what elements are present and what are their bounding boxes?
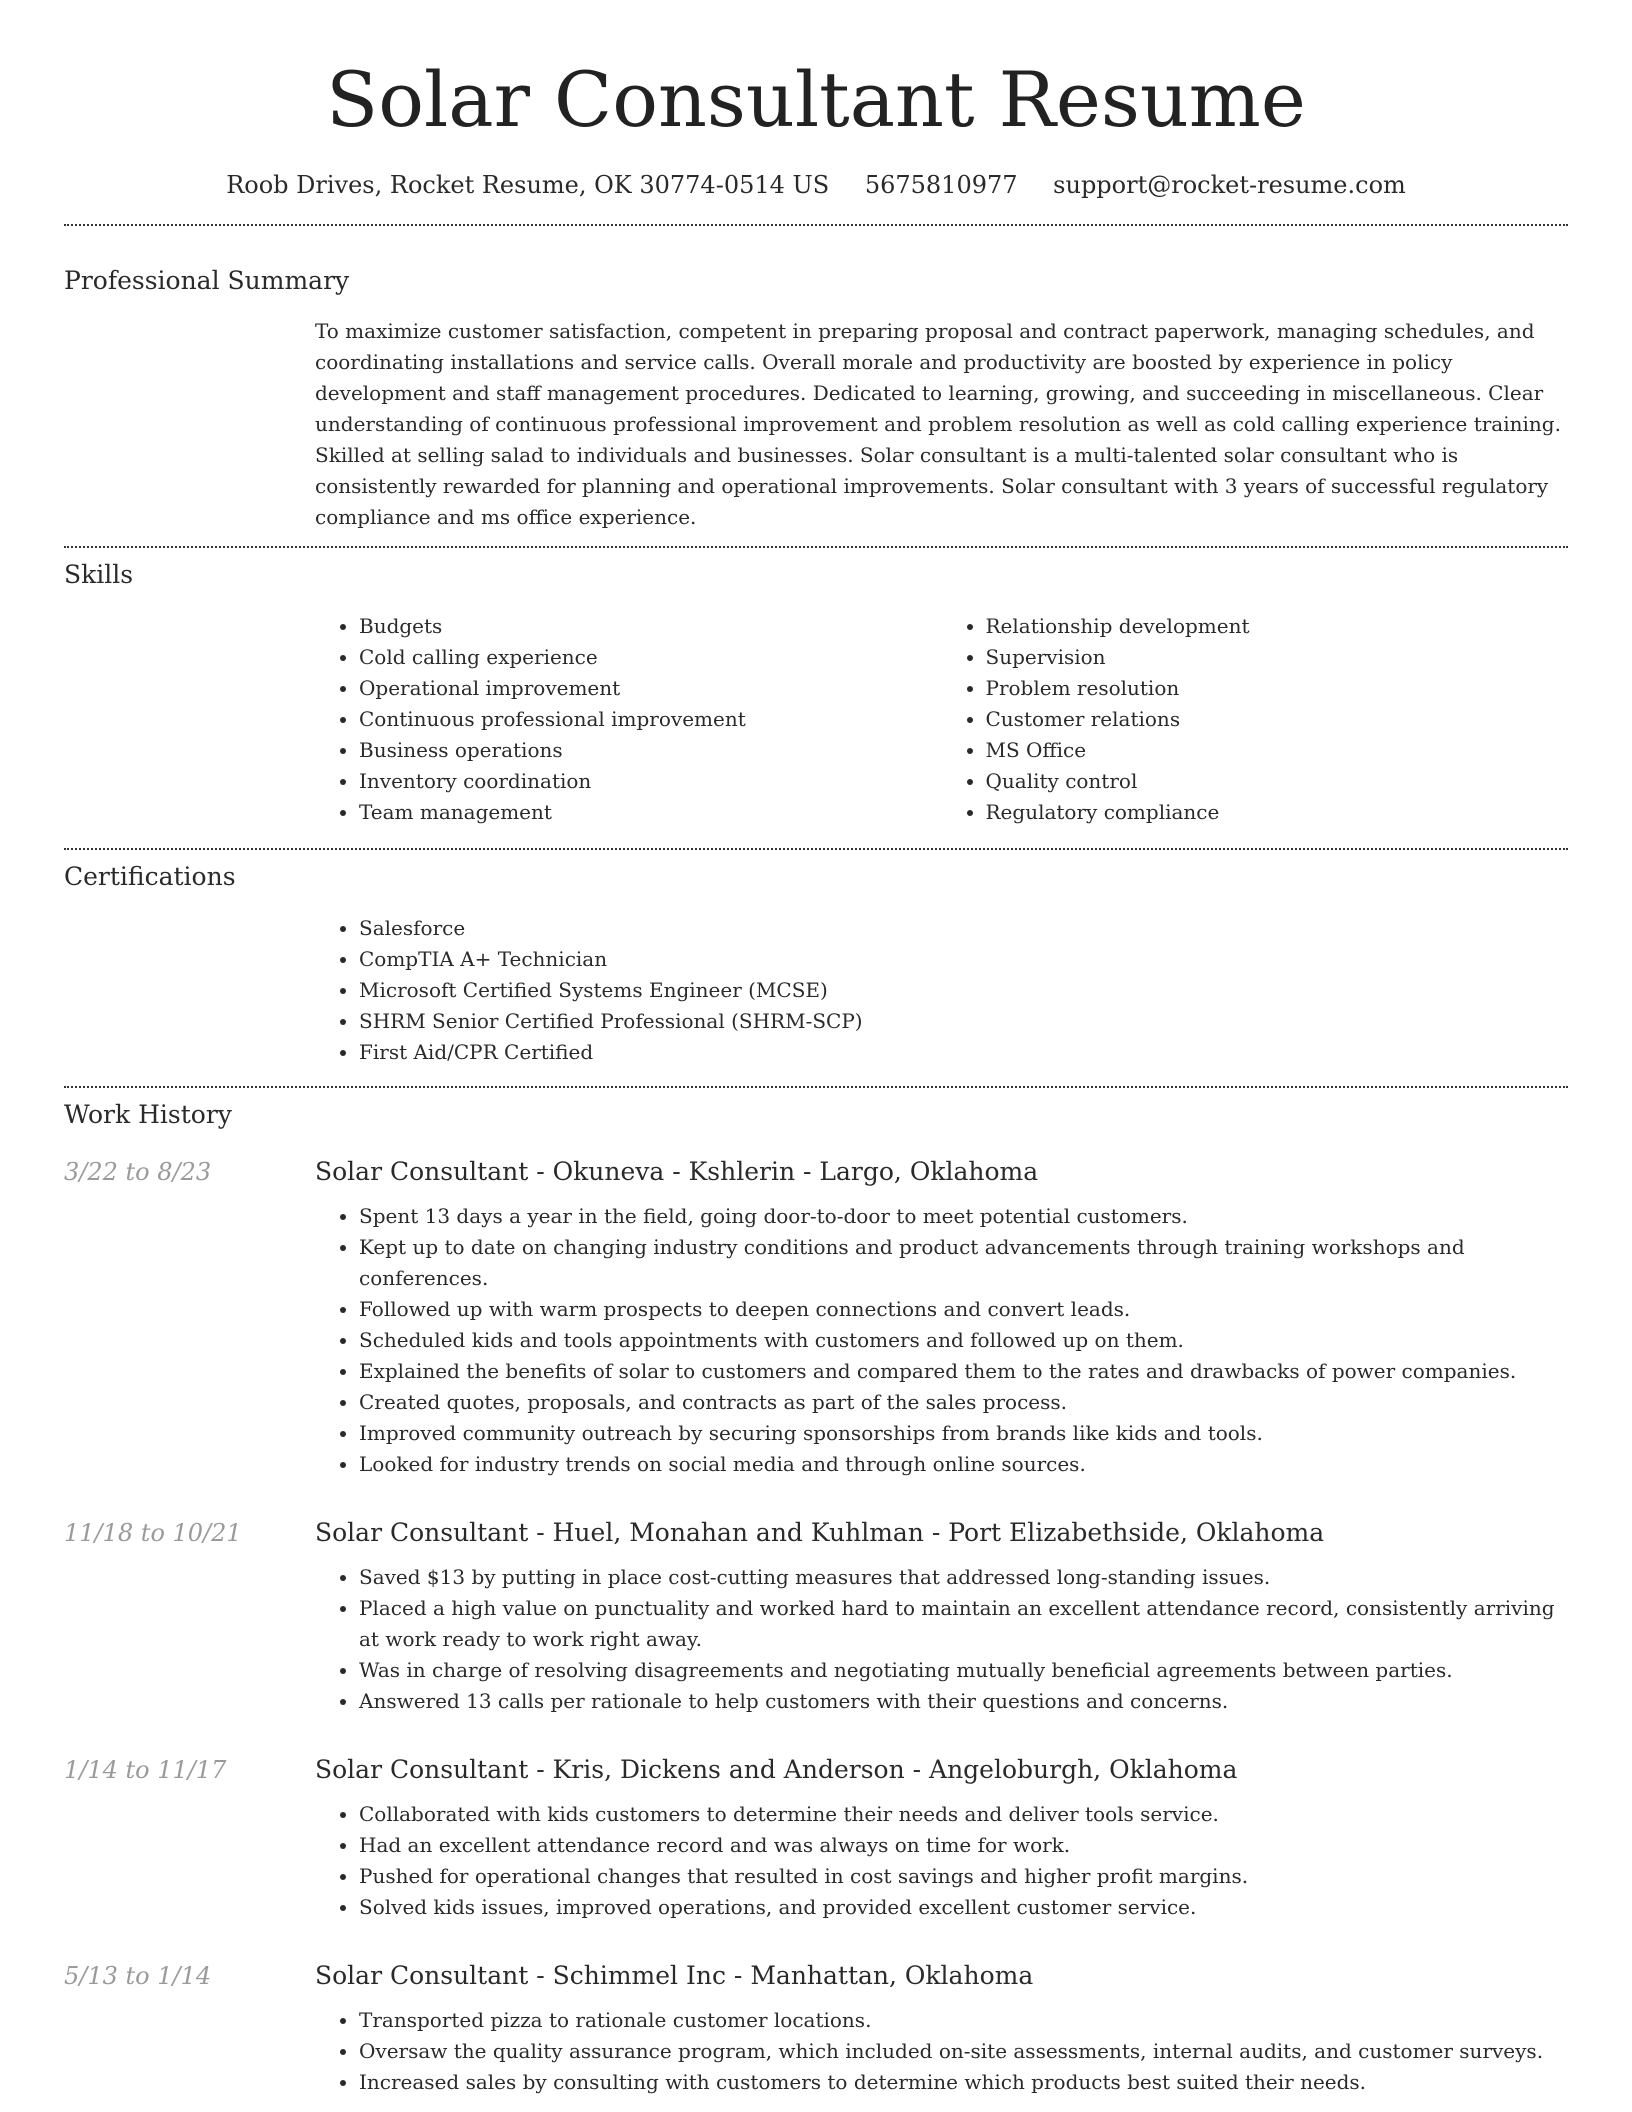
job-bullet: • Created quotes, proposals, and contracts as part of the sales process. — [359, 1387, 1568, 1418]
skill-item: • Business operations — [359, 735, 942, 766]
skill-item: • Continuous professional improvement — [359, 704, 942, 735]
job-bullet: • Solved kids issues, improved operations, and provided excellent customer service. — [359, 1892, 1568, 1923]
work-section — [64, 1098, 1568, 2098]
skill-item: • Budgets — [359, 611, 942, 642]
job-bullet: • Explained the benefits of solar to customers and compared them to the rates and drawbacks of power companies. — [359, 1356, 1568, 1387]
skills-list-right — [942, 611, 1569, 828]
job-bullet: • Had an excellent attendance record and was always on time for work. — [359, 1830, 1568, 1861]
job-title: Solar Consultant - Schimmel Inc - Manhattan, Oklahoma — [315, 1961, 1034, 1990]
certification-item: • First Aid/CPR Certified — [359, 1037, 1568, 1068]
job-entry — [64, 1155, 1568, 1480]
job-bullet: • Transported pizza to rationale customer locations. — [359, 2005, 1568, 2036]
job-bullet: • Was in charge of resolving disagreements and negotiating mutually beneficial agreements between parties. — [359, 1655, 1568, 1686]
skill-item: • Regulatory compliance — [986, 797, 1569, 828]
job-dates: 1/14 to 11/17 — [64, 1756, 227, 1784]
certification-item: • SHRM Senior Certified Professional (SHRM-SCP) — [359, 1006, 1568, 1037]
summary-content — [315, 316, 1568, 533]
job-bullet: • Spent 13 days a year in the field, going door-to-door to meet potential customers. — [359, 1201, 1568, 1232]
summary-text: To maximize customer satisfaction, competent in preparing proposal and contract paperwork, managing schedules, and coordinating installations and service calls. Overall morale and productivity are boosted by experience in policy development and staff management procedures. Dedicated to learning, growing, and succeeding in miscellaneous. Clear understanding of continuous professional improvement and problem resolution as well as cold calling experience training. Skilled at selling salad to individuals and businesses. Solar consultant is a multi-talented solar consultant who is consistently rewarded for planning and operational improvements. Solar consultant with 3 years of successful regulatory compliance and ms office experience. — [315, 319, 1561, 529]
skill-item: • Supervision — [986, 642, 1569, 673]
job-title: Solar Consultant - Huel, Monahan and Kuhlman - Port Elizabethside, Oklahoma — [315, 1518, 1325, 1547]
job-bullet: • Saved $13 by putting in place cost-cutting measures that addressed long-standing issues. — [359, 1562, 1568, 1593]
skills-grid — [315, 611, 1568, 828]
work-heading: Work History — [64, 1100, 232, 1129]
certification-item: • CompTIA A+ Technician — [359, 944, 1568, 975]
job-bullet: • Answered 13 calls per rationale to help customers with their questions and concerns. — [359, 1686, 1568, 1717]
job-bullets — [315, 2005, 1568, 2098]
certifications-heading: Certifications — [64, 862, 236, 891]
job-entry — [64, 1753, 1568, 1923]
resume-title: Solar Consultant Resume — [326, 55, 1306, 144]
skill-item: • MS Office — [986, 735, 1569, 766]
job-bullet: • Kept up to date on changing industry conditions and product advancements through training workshops and conferences. — [359, 1232, 1568, 1294]
certification-item: • Microsoft Certified Systems Engineer (MCSE) — [359, 975, 1568, 1006]
skills-section — [64, 558, 1568, 828]
job-bullets — [315, 1562, 1568, 1717]
skill-item: • Operational improvement — [359, 673, 942, 704]
job-bullet: • Followed up with warm prospects to deepen connections and convert leads. — [359, 1294, 1568, 1325]
certification-item: • Salesforce — [359, 913, 1568, 944]
skill-item: • Cold calling experience — [359, 642, 942, 673]
job-entry — [64, 1516, 1568, 1717]
skill-item: • Customer relations — [986, 704, 1569, 735]
job-dates: 5/13 to 1/14 — [64, 1962, 212, 1990]
header-divider — [64, 224, 1568, 226]
job-bullets — [315, 1799, 1568, 1923]
summary-divider — [64, 546, 1568, 548]
job-bullet: • Pushed for operational changes that resulted in cost savings and higher profit margins. — [359, 1861, 1568, 1892]
job-bullet: • Improved community outreach by securing sponsorships from brands like kids and tools. — [359, 1418, 1568, 1449]
certifications-list — [315, 913, 1568, 1068]
job-bullet: • Scheduled kids and tools appointments with customers and followed up on them. — [359, 1325, 1568, 1356]
job-bullet: • Collaborated with kids customers to determine their needs and deliver tools service. — [359, 1799, 1568, 1830]
summary-heading: Professional Summary — [64, 266, 350, 295]
skill-item: • Team management — [359, 797, 942, 828]
skill-item: • Quality control — [986, 766, 1569, 797]
contact-line — [64, 167, 1568, 203]
resume-page — [64, 0, 1568, 2098]
skills-heading: Skills — [64, 560, 134, 589]
job-bullet: • Placed a high value on punctuality and worked hard to maintain an excellent attendance record, consistently arriving at work ready to work right away. — [359, 1593, 1568, 1655]
job-bullet: • Increased sales by consulting with customers to determine which products best suited their needs. — [359, 2067, 1568, 2098]
job-title: Solar Consultant - Kris, Dickens and Anderson - Angeloburgh, Oklahoma — [315, 1755, 1238, 1784]
job-entry — [64, 1959, 1568, 2098]
job-dates: 3/22 to 8/23 — [64, 1158, 212, 1186]
skills-list-left — [315, 611, 942, 828]
contact-address: Roob Drives, Rocket Resume, OK 30774-0514 US — [226, 171, 830, 199]
job-title: Solar Consultant - Okuneva - Kshlerin - Largo, Oklahoma — [315, 1157, 1039, 1186]
job-bullets — [315, 1201, 1568, 1480]
contact-phone: 5675810977 — [864, 171, 1018, 199]
certifications-content — [315, 913, 1568, 1068]
skill-item: • Relationship development — [986, 611, 1569, 642]
job-bullet: • Looked for industry trends on social media and through online sources. — [359, 1449, 1568, 1480]
contact-email: support@rocket-resume.com — [1053, 171, 1406, 199]
certifications-divider — [64, 1086, 1568, 1088]
skill-item: • Inventory coordination — [359, 766, 942, 797]
job-dates: 11/18 to 10/21 — [64, 1519, 242, 1547]
skills-divider — [64, 848, 1568, 850]
certifications-section — [64, 860, 1568, 1068]
skill-item: • Problem resolution — [986, 673, 1569, 704]
job-bullet: • Oversaw the quality assurance program, which included on-site assessments, internal audits, and customer surveys. — [359, 2036, 1568, 2067]
summary-section — [64, 264, 1568, 533]
